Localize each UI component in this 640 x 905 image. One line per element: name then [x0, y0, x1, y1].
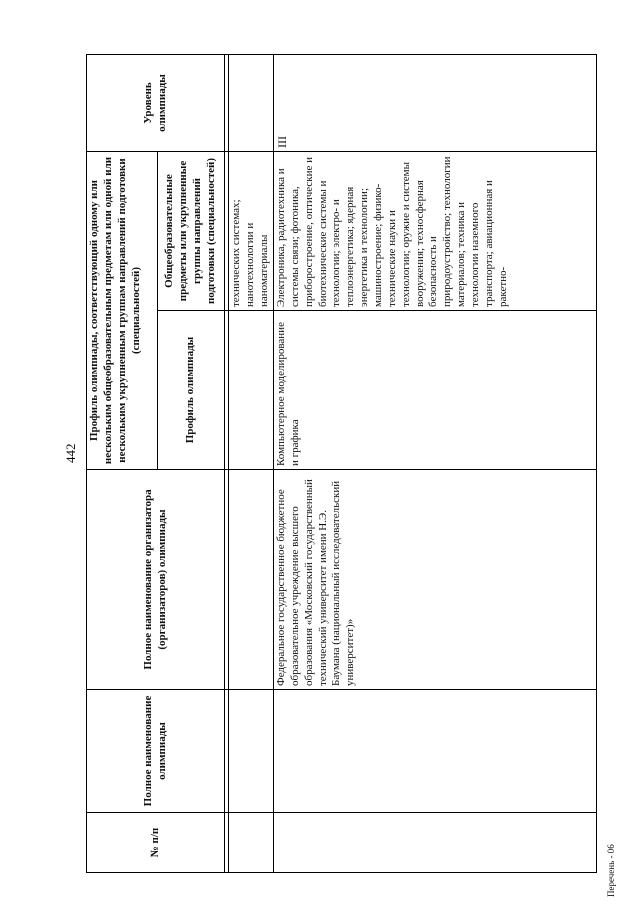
cell-subjects: Электроника, радиотехника и системы связи; фотоника, приборостроение, оптические и биотехнические системы и технологии; электро- и теплоэнергетика; ядерная энергетика и технологии; машиностроение; физико-технические науки и технологии; оружие и системы вооружения; техносферная безопасность и природоустройство; технологии материалов; техника и технологии наземного транспорта; авиационная и ракетно- [274, 152, 597, 311]
olympiad-table [86, 54, 597, 873]
page-number: 442 [63, 443, 78, 463]
table-row [274, 55, 597, 873]
cell-num [274, 813, 597, 873]
header-profile: Профиль олимпиады [158, 311, 225, 470]
table-row [229, 55, 274, 873]
header-organizer: Полное наименование организатора (организаторов) олимпиады [87, 470, 225, 690]
header-subjects: Общеобразовательные предметы или укрупненные группы направлений подготовки (специальностей) [158, 152, 225, 311]
header-profile-group: Профиль олимпиады, соответствующий одному или нескольким общеобразовательным предметам или одной или нескольким укрупненным группам направлений подготовки (специальностей) [87, 152, 158, 470]
header-level: Уровень олимпиады [87, 55, 225, 152]
header-olympiad-name: Полное наименование олимпиады [87, 690, 225, 813]
cell-level: III [274, 55, 597, 152]
cell-olympiad-name [274, 690, 597, 813]
header-num: № п/п [87, 813, 225, 873]
cell-organizer: Федеральное государственное бюджетное образовательное учреждение высшего образования «Московский государственный технический университет имени Н.Э. Баумана (национальный исследовательский университет)» [274, 470, 597, 690]
cell-profile: Компьютерное моделирование и графика [274, 311, 597, 470]
cell-subjects-continued: технических системах; нанотехнологии и наноматериалы [229, 152, 274, 311]
footer-note: Перечень - 06 [606, 844, 616, 897]
table-header-row [87, 55, 158, 873]
